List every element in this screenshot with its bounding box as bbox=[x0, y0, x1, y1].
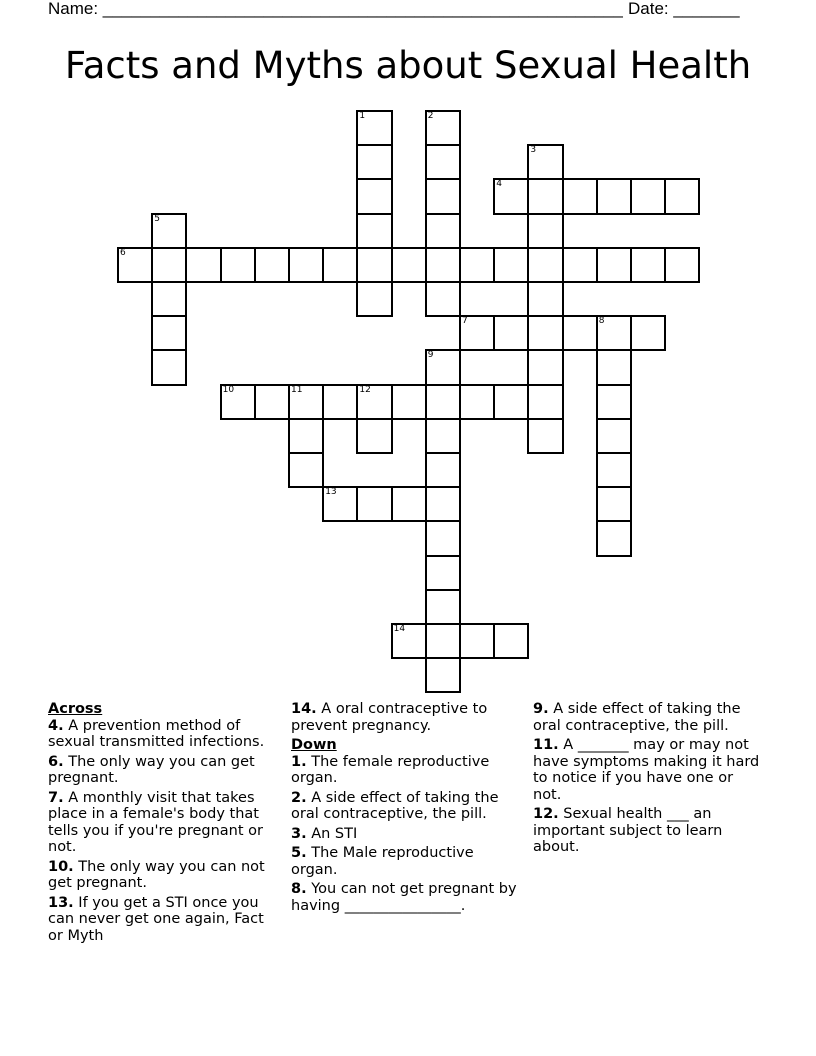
crossword-cell[interactable] bbox=[596, 178, 632, 214]
crossword-cell[interactable] bbox=[596, 315, 632, 351]
clue-item bbox=[48, 718, 280, 751]
clue-number: 9. bbox=[533, 701, 549, 717]
crossword-cell[interactable] bbox=[356, 247, 392, 283]
crossword-cell[interactable] bbox=[527, 349, 563, 385]
clue-item bbox=[533, 701, 765, 734]
cell-number: 3 bbox=[530, 145, 537, 156]
crossword-cell[interactable] bbox=[493, 384, 529, 420]
cell-number: 11 bbox=[291, 384, 303, 395]
clue-item bbox=[291, 826, 521, 843]
crossword-cell[interactable] bbox=[356, 178, 392, 214]
crossword-cell[interactable] bbox=[425, 349, 461, 385]
clue-number: 12. bbox=[533, 806, 559, 822]
clue-text: The female reproductive organ. bbox=[291, 753, 490, 786]
crossword-cell[interactable] bbox=[664, 247, 700, 283]
crossword-cell[interactable] bbox=[425, 384, 461, 420]
cell-number: 5 bbox=[154, 213, 160, 224]
crossword-cell[interactable] bbox=[220, 247, 256, 283]
cell-number: 8 bbox=[598, 316, 605, 327]
crossword-cell[interactable] bbox=[664, 178, 700, 214]
clues-column-3 bbox=[533, 701, 765, 859]
crossword-cell[interactable] bbox=[493, 178, 529, 214]
crossword-cell[interactable] bbox=[459, 623, 495, 659]
clue-text: Sexual health ___ an important subject to learn about. bbox=[533, 806, 723, 855]
crossword-cell[interactable] bbox=[288, 384, 324, 420]
crossword-cell[interactable] bbox=[254, 384, 290, 420]
clue-number: 7. bbox=[48, 789, 64, 806]
cell-number: 9 bbox=[427, 350, 434, 361]
crossword-cell[interactable] bbox=[391, 247, 427, 283]
cell-number: 12 bbox=[359, 384, 371, 395]
cell-number: 13 bbox=[325, 487, 337, 498]
clue-text: A side effect of taking the oral contraceptive, the pill. bbox=[291, 789, 499, 822]
crossword-cell[interactable] bbox=[596, 418, 632, 454]
crossword-cell[interactable] bbox=[527, 178, 563, 214]
clue-number: 4. bbox=[48, 717, 64, 734]
puzzle-title: Facts and Myths about Sexual Health bbox=[64, 44, 752, 87]
clue-item bbox=[291, 701, 521, 734]
cell-number: 14 bbox=[393, 624, 406, 634]
crossword-cell[interactable] bbox=[356, 418, 392, 454]
clue-text: The Male reproductive organ. bbox=[291, 845, 474, 878]
clues-column-2 bbox=[291, 701, 521, 917]
crossword-cell[interactable] bbox=[425, 144, 461, 180]
crossword-cell[interactable] bbox=[425, 657, 461, 693]
crossword-cell[interactable] bbox=[562, 315, 598, 351]
clue-item bbox=[48, 895, 280, 945]
crossword-cell[interactable] bbox=[425, 418, 461, 454]
cell-number: 6 bbox=[120, 247, 126, 258]
clue-item bbox=[48, 859, 280, 892]
crossword-cell[interactable] bbox=[151, 349, 187, 385]
crossword-cell[interactable] bbox=[322, 247, 358, 283]
down-heading: Down bbox=[291, 737, 337, 753]
clue-text: The only way you can get pregnant. bbox=[48, 753, 255, 786]
crossword-cell[interactable] bbox=[596, 486, 632, 522]
clue-number: 1. bbox=[291, 753, 307, 770]
crossword-cell[interactable] bbox=[151, 247, 187, 283]
clue-number: 6. bbox=[48, 753, 64, 770]
crossword-cell[interactable] bbox=[493, 315, 529, 351]
crossword-cell[interactable] bbox=[493, 623, 529, 659]
clue-item bbox=[291, 881, 521, 914]
crossword-cell[interactable] bbox=[459, 247, 495, 283]
clue-item bbox=[291, 754, 521, 787]
crossword-cell[interactable] bbox=[527, 213, 563, 249]
crossword-cell[interactable] bbox=[630, 247, 666, 283]
crossword-cell[interactable] bbox=[356, 486, 392, 522]
crossword-cell[interactable] bbox=[425, 213, 461, 249]
crossword-cell[interactable] bbox=[527, 384, 563, 420]
clue-number: 14. bbox=[291, 701, 317, 717]
crossword-cell[interactable] bbox=[356, 213, 392, 249]
crossword-cell[interactable] bbox=[630, 315, 666, 351]
clue-number: 13. bbox=[48, 894, 74, 911]
crossword-cell[interactable] bbox=[185, 247, 221, 283]
crossword-cell[interactable] bbox=[459, 315, 495, 351]
crossword-cell[interactable] bbox=[356, 144, 392, 180]
cell-number: 1 bbox=[359, 111, 366, 121]
crossword-cell[interactable] bbox=[356, 110, 392, 146]
crossword-cell[interactable] bbox=[596, 349, 632, 385]
clue-number: 11. bbox=[533, 737, 559, 753]
crossword-cell[interactable] bbox=[425, 486, 461, 522]
cell-number: 10 bbox=[222, 384, 235, 395]
crossword-cell[interactable] bbox=[254, 247, 290, 283]
crossword-cell[interactable] bbox=[391, 384, 427, 420]
crossword-cell[interactable] bbox=[220, 384, 256, 420]
clue-text: You can not get pregnant by having ________________. bbox=[291, 881, 517, 914]
clue-item bbox=[48, 790, 280, 856]
crossword-cell[interactable] bbox=[425, 520, 461, 556]
crossword-cell[interactable] bbox=[391, 623, 427, 659]
crossword-cell[interactable] bbox=[425, 623, 461, 659]
clue-text: A oral contraceptive to prevent pregnancy. bbox=[291, 701, 488, 734]
crossword-cell[interactable] bbox=[596, 247, 632, 283]
crossword-cell[interactable] bbox=[151, 315, 187, 351]
clue-item bbox=[291, 790, 521, 823]
clue-item bbox=[48, 754, 280, 787]
clue-number: 5. bbox=[291, 845, 307, 861]
crossword-cell[interactable] bbox=[425, 247, 461, 283]
crossword-cell[interactable] bbox=[322, 486, 358, 522]
crossword-cell[interactable] bbox=[562, 178, 598, 214]
clue-number: 8. bbox=[291, 881, 307, 897]
crossword-cell[interactable] bbox=[391, 486, 427, 522]
cell-number: 7 bbox=[462, 316, 468, 327]
clues-column-1 bbox=[48, 701, 280, 947]
clue-text: A prevention method of sexual transmitted infections. bbox=[48, 717, 265, 750]
crossword-cell[interactable] bbox=[596, 384, 632, 420]
crossword-cell[interactable] bbox=[562, 247, 598, 283]
clue-text: If you get a STI once you can never get one again, Fact or Myth bbox=[48, 894, 264, 944]
clue-number: 10. bbox=[48, 858, 74, 875]
cell-number: 4 bbox=[496, 179, 502, 190]
across-heading: Across bbox=[48, 701, 103, 717]
clue-text: An STI bbox=[311, 825, 358, 842]
crossword-cell[interactable] bbox=[527, 281, 563, 317]
name-field-label: Name: _______________________________________________________ bbox=[48, 0, 623, 18]
crossword-cell[interactable] bbox=[356, 281, 392, 317]
crossword-cell[interactable] bbox=[288, 247, 324, 283]
crossword-cell[interactable] bbox=[425, 589, 461, 625]
crossword-cell[interactable] bbox=[493, 247, 529, 283]
crossword-cell[interactable] bbox=[596, 520, 632, 556]
date-field-label: Date: _______ bbox=[628, 0, 740, 18]
crossword-cell[interactable] bbox=[425, 452, 461, 488]
clue-text: A side effect of taking the oral contraceptive, the pill. bbox=[533, 701, 741, 734]
crossword-cell[interactable] bbox=[425, 178, 461, 214]
cell-number: 2 bbox=[427, 111, 434, 121]
crossword-cell[interactable] bbox=[527, 315, 563, 351]
clue-item bbox=[291, 845, 521, 878]
crossword-cell[interactable] bbox=[630, 178, 666, 214]
crossword-cell[interactable] bbox=[425, 555, 461, 591]
crossword-cell[interactable] bbox=[356, 384, 392, 420]
crossword-cell[interactable] bbox=[151, 213, 187, 249]
crossword-cell[interactable] bbox=[288, 418, 324, 454]
clue-number: 3. bbox=[291, 825, 307, 842]
crossword-cell[interactable] bbox=[459, 384, 495, 420]
crossword-cell[interactable] bbox=[288, 452, 324, 488]
clue-number: 2. bbox=[291, 789, 307, 806]
crossword-cell[interactable] bbox=[117, 247, 153, 283]
clue-text: A _______ may or may not have symptoms making it hard to notice if you have one or not. bbox=[533, 737, 760, 803]
clue-item bbox=[533, 806, 765, 856]
crossword-cell[interactable] bbox=[151, 281, 187, 317]
crossword-cell[interactable] bbox=[596, 452, 632, 488]
crossword-cell[interactable] bbox=[527, 247, 563, 283]
crossword-cell[interactable] bbox=[527, 418, 563, 454]
crossword-cell[interactable] bbox=[322, 384, 358, 420]
crossword-cell[interactable] bbox=[425, 110, 461, 146]
clue-text: A monthly visit that takes place in a female's body that tells you if you're pregnant or not. bbox=[48, 789, 263, 855]
crossword-cell[interactable] bbox=[425, 281, 461, 317]
clue-item bbox=[533, 737, 765, 803]
crossword-cell[interactable] bbox=[527, 144, 563, 180]
clue-text: The only way you can not get pregnant. bbox=[48, 858, 265, 891]
